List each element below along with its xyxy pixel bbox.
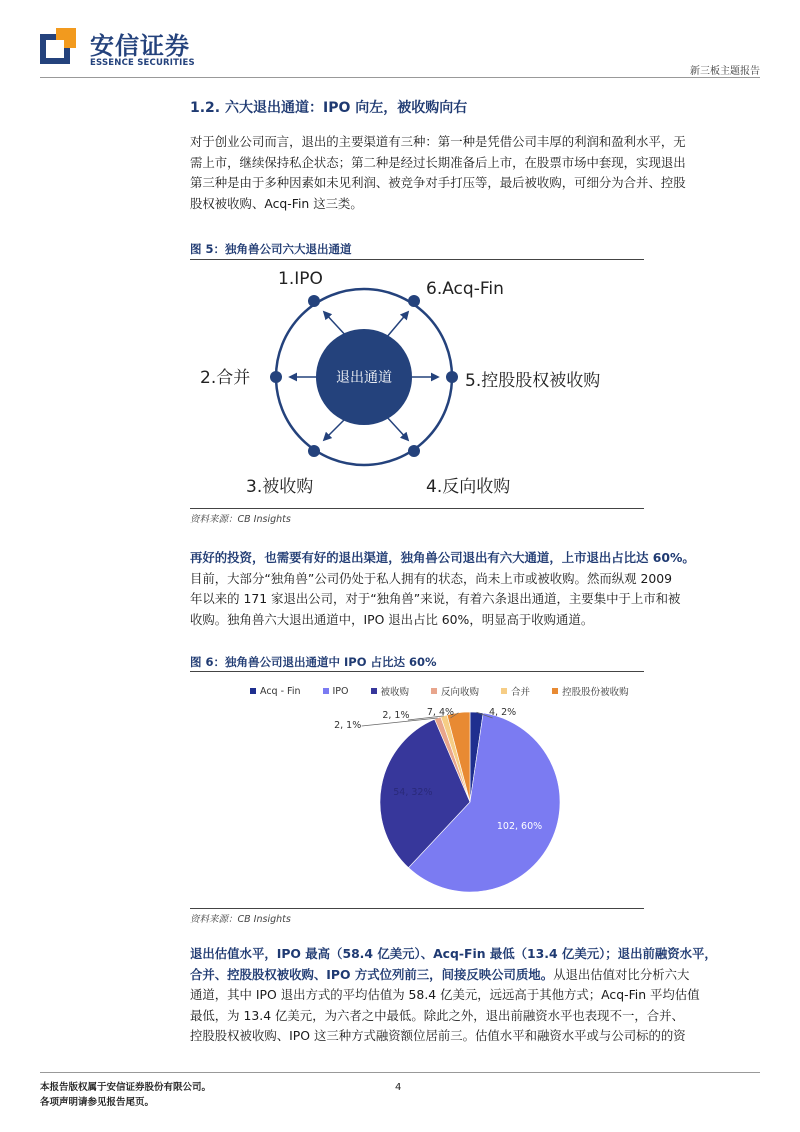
label-acquired: 3.被收购 — [246, 477, 314, 497]
arrow-reverse — [386, 416, 408, 440]
legend-swatch — [250, 688, 256, 694]
center-label: 退出通道 — [336, 370, 392, 386]
pie-legend — [250, 684, 651, 698]
figure6-title: 图 6：独角兽公司退出通道中 IPO 占比达 60% — [190, 655, 437, 669]
summary-bold-text: 再好的投资，也需要有好的退出渠道，独角兽公司退出有六大通道，上市退出占比达 60%。 — [190, 550, 695, 565]
legend-swatch — [552, 688, 558, 694]
company-name-cn: 安信证券 — [90, 32, 190, 60]
label-merge: 2.合并 — [200, 368, 251, 388]
legend-label: 被收购 — [380, 687, 410, 698]
figure6-bottom-rule — [190, 908, 644, 909]
legend-item — [323, 686, 349, 697]
legend-item — [501, 684, 530, 698]
summary-line: 目前，大部分“独角兽”公司仍处于私人拥有的状态，尚未上市或被收购。然而纵观 2009 — [190, 570, 672, 586]
node-acquired — [308, 445, 320, 457]
legend-label: IPO — [332, 685, 349, 697]
valuation-text: 从退出估值对比分析六大 — [553, 966, 690, 982]
legend-label: 反向收购 — [441, 687, 480, 698]
intro-paragraph — [190, 132, 760, 214]
arrow-acquired — [324, 416, 348, 440]
footer-divider — [40, 1072, 760, 1073]
node-control-acq — [446, 371, 458, 383]
legend-item — [371, 684, 410, 698]
label-acqfin: 6.Acq-Fin — [426, 279, 504, 299]
pie-data-label: 102, 60% — [496, 820, 543, 832]
node-merge — [270, 371, 282, 383]
label-ipo: 1.IPO — [278, 269, 323, 289]
legend-item — [250, 686, 301, 697]
valuation-paragraph — [190, 944, 760, 1047]
intro-line: 需上市，继续保持私企状态；第二种是经过长期准备后上市，在股票市场中套现，实现退出 — [190, 154, 686, 170]
node-ipo — [308, 295, 320, 307]
intro-line: 第三种是由于多种因素如未见利润、被竞争对手打压等，最后被收购，可细分为合并、控股 — [190, 175, 686, 190]
footer-line: 各项声明请参见报告尾页。 — [40, 1097, 155, 1108]
figure5-title: 图 5：独角兽公司六大退出通道 — [190, 242, 352, 256]
figure5-top-rule — [190, 259, 644, 260]
page-number: 4 — [395, 1082, 402, 1093]
legend-swatch — [323, 688, 329, 694]
figure5-source: 资料来源：CB Insights — [190, 514, 291, 525]
pie-data-label: 54, 32% — [393, 786, 433, 798]
valuation-line: 控股股权被收购、IPO 这三种方式融资额位居前三。估值水平和融资水平或与公司标的的资 — [190, 1028, 686, 1043]
node-acqfin — [408, 295, 420, 307]
valuation-line: 最低，为 13.4 亿美元，为六者之中最低。除此之外，退出前融资水平也表现不一，合并、 — [190, 1007, 684, 1023]
pie-data-label: 2, 1% — [382, 710, 410, 721]
figure6-source: 资料来源：CB Insights — [190, 914, 291, 925]
intro-line: 股权被收购、Acq-Fin 这三类。 — [190, 195, 363, 211]
node-reverse — [408, 445, 420, 457]
figure5-bottom-rule — [190, 508, 644, 509]
legend-swatch — [431, 688, 437, 694]
company-name-en: ESSENCE SECURITIES — [90, 58, 195, 68]
header-divider — [40, 77, 760, 78]
exit-summary-paragraph — [190, 548, 760, 630]
summary-bold-line — [190, 548, 760, 569]
footer-line: 本报告版权属于安信证券股份有限公司。 — [40, 1082, 212, 1093]
legend-label: 控股股份被收购 — [562, 687, 629, 698]
arrow-ipo — [324, 312, 348, 338]
legend-label: 合并 — [511, 687, 531, 698]
report-type: 新三板主题报告 — [690, 66, 760, 77]
label-reverse: 4.反向收购 — [426, 477, 511, 497]
valuation-bold-text-2: 合并、控股股权被收购、IPO 方式位列前三，间接反映公司质地。 — [190, 966, 554, 982]
essence-logo-icon — [40, 28, 78, 66]
exit-share-pie-chart — [190, 700, 644, 906]
legend-label: Acq - Fin — [260, 685, 301, 697]
pie-data-label: 7, 4% — [426, 707, 455, 718]
report-header — [40, 24, 760, 76]
pie-data-label: 4, 2% — [489, 707, 517, 718]
figure6-top-rule — [190, 671, 644, 672]
label-control-acq: 5.控股股权被收购 — [465, 371, 601, 391]
legend-swatch — [371, 688, 377, 694]
exit-channel-diagram — [190, 262, 644, 506]
valuation-bold-text-1: 退出估值水平，IPO 最高（58.4 亿美元）、Acq-Fin 最低（13.4 亿美元）；退出前融资水平， — [190, 946, 717, 961]
intro-line: 对于创业公司而言，退出的主要渠道有三种：第一种是凭借公司丰厚的利润和盈利水平，无 — [190, 134, 686, 149]
summary-line: 年以来的 171 家退出公司，对于“独角兽”来说，有着六条退出通道，主要集中于上市和被 — [190, 591, 681, 606]
valuation-bold-line — [190, 944, 760, 965]
legend-swatch — [501, 688, 507, 694]
valuation-line: 通道，其中 IPO 退出方式的平均估值为 58.4 亿美元，远远高于其他方式；Acq-Fin 平均估值 — [190, 987, 700, 1002]
legend-item — [552, 684, 629, 698]
valuation-mixed-line — [190, 965, 760, 986]
section-title: 1.2. 六大退出通道：IPO 向左，被收购向右 — [190, 100, 468, 116]
footer-disclaimer — [40, 1080, 211, 1110]
legend-item — [431, 684, 479, 698]
pie-data-label: 2, 1% — [334, 720, 362, 731]
arrow-acqfin — [386, 312, 408, 338]
summary-line: 收购。独角兽六大退出通道中，IPO 退出占比 60%，明显高于收购通道。 — [190, 611, 594, 627]
